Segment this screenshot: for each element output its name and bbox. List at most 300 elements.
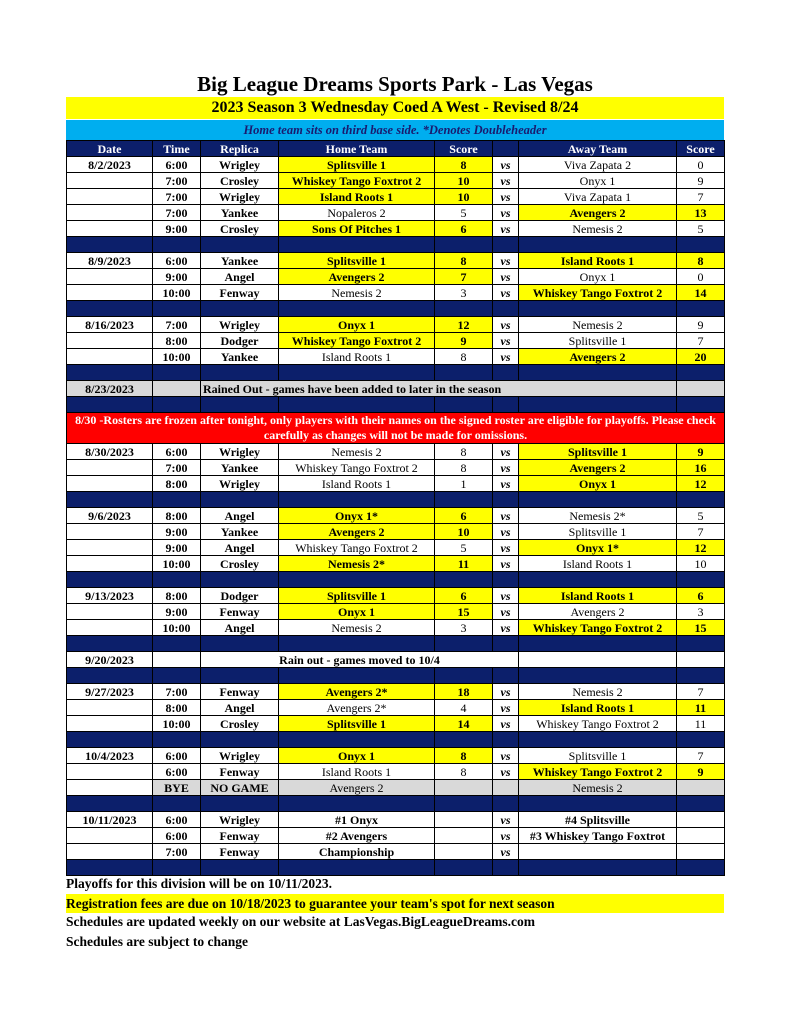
table-row bbox=[67, 748, 725, 764]
game-field: Yankee bbox=[201, 524, 279, 540]
game-field: Angel bbox=[201, 620, 279, 636]
game-field: Yankee bbox=[201, 205, 279, 221]
away-score: 20 bbox=[677, 349, 725, 365]
week-separator bbox=[67, 668, 725, 684]
away-team: Nemesis 2 bbox=[519, 780, 677, 796]
week-separator bbox=[67, 397, 725, 413]
game-field: Angel bbox=[201, 540, 279, 556]
vs-label: vs bbox=[493, 716, 519, 732]
away-score: 5 bbox=[677, 508, 725, 524]
game-date bbox=[67, 540, 153, 556]
game-date: 9/13/2023 bbox=[67, 588, 153, 604]
game-time: 8:00 bbox=[153, 476, 201, 492]
game-time: 6:00 bbox=[153, 764, 201, 780]
away-score: 12 bbox=[677, 540, 725, 556]
home-team: Nemesis 2 bbox=[279, 285, 435, 301]
away-team: Avengers 2 bbox=[519, 460, 677, 476]
vs-label: vs bbox=[493, 700, 519, 716]
game-date: 9/20/2023 bbox=[67, 652, 153, 668]
home-score bbox=[435, 812, 493, 828]
vs-label: vs bbox=[493, 684, 519, 700]
vs-label: vs bbox=[493, 205, 519, 221]
away-score: 7 bbox=[677, 748, 725, 764]
away-team: Island Roots 1 bbox=[519, 700, 677, 716]
game-time: 8:00 bbox=[153, 700, 201, 716]
game-field: Fenway bbox=[201, 844, 279, 860]
week-separator bbox=[67, 636, 725, 652]
away-team: Whiskey Tango Foxtrot 2 bbox=[519, 716, 677, 732]
col-time: Time bbox=[153, 141, 201, 157]
away-team: Viva Zapata 2 bbox=[519, 157, 677, 173]
home-team: Island Roots 1 bbox=[279, 764, 435, 780]
table-row bbox=[67, 317, 725, 333]
away-team: Nemesis 2 bbox=[519, 317, 677, 333]
home-team: Island Roots 1 bbox=[279, 349, 435, 365]
game-time: 8:00 bbox=[153, 508, 201, 524]
col-home-team: Home Team bbox=[279, 141, 435, 157]
home-score: 3 bbox=[435, 620, 493, 636]
game-time: 9:00 bbox=[153, 269, 201, 285]
game-time: 9:00 bbox=[153, 540, 201, 556]
away-team: Whiskey Tango Foxtrot 2 bbox=[519, 620, 677, 636]
home-team: Avengers 2 bbox=[279, 780, 435, 796]
game-time: 6:00 bbox=[153, 444, 201, 460]
game-field: NO GAME bbox=[201, 780, 279, 796]
game-time: 7:00 bbox=[153, 460, 201, 476]
game-date bbox=[67, 333, 153, 349]
vs-label: vs bbox=[493, 444, 519, 460]
game-date bbox=[67, 780, 153, 796]
game-date bbox=[67, 524, 153, 540]
home-team: Splitsville 1 bbox=[279, 157, 435, 173]
vs-label: vs bbox=[493, 333, 519, 349]
week-separator bbox=[67, 365, 725, 381]
away-team: #3 Whiskey Tango Foxtrot bbox=[519, 828, 677, 844]
vs-label: vs bbox=[493, 349, 519, 365]
vs-label: vs bbox=[493, 460, 519, 476]
away-team: Island Roots 1 bbox=[519, 253, 677, 269]
schedule-table bbox=[66, 140, 725, 876]
game-date: 8/9/2023 bbox=[67, 253, 153, 269]
away-team: Onyx 1* bbox=[519, 540, 677, 556]
game-time: 6:00 bbox=[153, 812, 201, 828]
away-score: 15 bbox=[677, 620, 725, 636]
game-field: Yankee bbox=[201, 460, 279, 476]
home-score: 4 bbox=[435, 700, 493, 716]
table-row bbox=[67, 716, 725, 732]
game-field: Yankee bbox=[201, 349, 279, 365]
game-field: Crosley bbox=[201, 556, 279, 572]
col-replica: Replica bbox=[201, 141, 279, 157]
col-away-team: Away Team bbox=[519, 141, 677, 157]
home-team: Nopaleros 2 bbox=[279, 205, 435, 221]
home-team: Sons Of Pitches 1 bbox=[279, 221, 435, 237]
table-row bbox=[67, 444, 725, 460]
game-time: 7:00 bbox=[153, 205, 201, 221]
home-score: 9 bbox=[435, 333, 493, 349]
home-team: Nemesis 2 bbox=[279, 444, 435, 460]
game-time: 6:00 bbox=[153, 748, 201, 764]
table-row bbox=[67, 476, 725, 492]
table-row bbox=[67, 588, 725, 604]
away-score: 9 bbox=[677, 173, 725, 189]
away-score bbox=[677, 812, 725, 828]
game-time: 7:00 bbox=[153, 189, 201, 205]
away-team: Onyx 1 bbox=[519, 173, 677, 189]
game-field: Dodger bbox=[201, 333, 279, 349]
game-date bbox=[67, 556, 153, 572]
table-row bbox=[67, 205, 725, 221]
away-score: 5 bbox=[677, 221, 725, 237]
game-time: 9:00 bbox=[153, 524, 201, 540]
home-score: 8 bbox=[435, 253, 493, 269]
away-team: Onyx 1 bbox=[519, 269, 677, 285]
table-row bbox=[67, 524, 725, 540]
home-score: 8 bbox=[435, 764, 493, 780]
home-score: 12 bbox=[435, 317, 493, 333]
game-field: Wrigley bbox=[201, 444, 279, 460]
home-team: Avengers 2* bbox=[279, 684, 435, 700]
rain-out-message: Rain out - games moved to 10/4 bbox=[201, 652, 519, 668]
game-date: 9/6/2023 bbox=[67, 508, 153, 524]
away-score: 14 bbox=[677, 285, 725, 301]
game-date bbox=[67, 285, 153, 301]
table-row bbox=[67, 556, 725, 572]
table-row bbox=[67, 173, 725, 189]
game-date bbox=[67, 221, 153, 237]
away-score: 6 bbox=[677, 588, 725, 604]
away-team: Splitsville 1 bbox=[519, 333, 677, 349]
game-field: Wrigley bbox=[201, 812, 279, 828]
away-score: 9 bbox=[677, 764, 725, 780]
home-team: Whiskey Tango Foxtrot 2 bbox=[279, 460, 435, 476]
table-row bbox=[67, 684, 725, 700]
game-date bbox=[67, 269, 153, 285]
away-team: Whiskey Tango Foxtrot 2 bbox=[519, 285, 677, 301]
home-score: 15 bbox=[435, 604, 493, 620]
game-time: 8:00 bbox=[153, 333, 201, 349]
vs-label: vs bbox=[493, 253, 519, 269]
table-row bbox=[67, 269, 725, 285]
game-time: 7:00 bbox=[153, 173, 201, 189]
game-date bbox=[67, 700, 153, 716]
game-time: 9:00 bbox=[153, 604, 201, 620]
home-team: Whiskey Tango Foxtrot 2 bbox=[279, 173, 435, 189]
home-team: Island Roots 1 bbox=[279, 476, 435, 492]
home-team: #2 Avengers bbox=[279, 828, 435, 844]
away-score: 7 bbox=[677, 333, 725, 349]
table-row bbox=[67, 604, 725, 620]
game-date bbox=[67, 189, 153, 205]
game-field: Angel bbox=[201, 700, 279, 716]
game-date: 10/11/2023 bbox=[67, 812, 153, 828]
away-score bbox=[677, 780, 725, 796]
game-date: 9/27/2023 bbox=[67, 684, 153, 700]
away-team: Viva Zapata 1 bbox=[519, 189, 677, 205]
vs-label: vs bbox=[493, 157, 519, 173]
roster-alert: 8/30 -Rosters are frozen after tonight, only players with their names on the signed roster are eligible for playoffs. Please check carefully as changes will not be made for omissions. bbox=[67, 413, 725, 444]
week-separator bbox=[67, 860, 725, 876]
game-time: 7:00 bbox=[153, 844, 201, 860]
vs-label: vs bbox=[493, 189, 519, 205]
home-team: Onyx 1 bbox=[279, 604, 435, 620]
home-score: 8 bbox=[435, 460, 493, 476]
away-score: 8 bbox=[677, 253, 725, 269]
table-row bbox=[67, 460, 725, 476]
home-score: 6 bbox=[435, 588, 493, 604]
game-time: 10:00 bbox=[153, 349, 201, 365]
away-team bbox=[519, 652, 677, 668]
vs-label: vs bbox=[493, 604, 519, 620]
home-team: Island Roots 1 bbox=[279, 189, 435, 205]
table-row bbox=[67, 620, 725, 636]
away-team: Nemesis 2 bbox=[519, 684, 677, 700]
home-team: Avengers 2 bbox=[279, 524, 435, 540]
away-score: 9 bbox=[677, 317, 725, 333]
game-field: Yankee bbox=[201, 253, 279, 269]
game-field: Wrigley bbox=[201, 476, 279, 492]
home-score: 7 bbox=[435, 269, 493, 285]
week-separator bbox=[67, 492, 725, 508]
home-score: 5 bbox=[435, 205, 493, 221]
table-row bbox=[67, 333, 725, 349]
bye-row bbox=[67, 780, 725, 796]
away-team bbox=[519, 844, 677, 860]
table-row bbox=[67, 157, 725, 173]
away-team: Avengers 2 bbox=[519, 604, 677, 620]
away-team: #4 Splitsville bbox=[519, 812, 677, 828]
home-score: 3 bbox=[435, 285, 493, 301]
season-subtitle: 2023 Season 3 Wednesday Coed A West - Revised 8/24 bbox=[66, 97, 724, 119]
away-score bbox=[677, 381, 725, 397]
playoffs-note: Playoffs for this division will be on 10/11/2023. bbox=[66, 876, 333, 891]
home-team: Splitsville 1 bbox=[279, 716, 435, 732]
table-row bbox=[67, 812, 725, 828]
away-score bbox=[677, 828, 725, 844]
week-separator bbox=[67, 732, 725, 748]
away-score: 3 bbox=[677, 604, 725, 620]
vs-label: vs bbox=[493, 508, 519, 524]
game-time: 6:00 bbox=[153, 157, 201, 173]
vs-label: vs bbox=[493, 764, 519, 780]
home-score bbox=[435, 844, 493, 860]
game-field: Crosley bbox=[201, 173, 279, 189]
home-team: Splitsville 1 bbox=[279, 588, 435, 604]
home-team: #1 Onyx bbox=[279, 812, 435, 828]
away-score: 12 bbox=[677, 476, 725, 492]
table-row bbox=[67, 189, 725, 205]
away-score: 0 bbox=[677, 157, 725, 173]
vs-label: vs bbox=[493, 540, 519, 556]
game-time bbox=[153, 381, 201, 397]
game-date bbox=[67, 173, 153, 189]
home-score: 14 bbox=[435, 716, 493, 732]
table-row bbox=[67, 285, 725, 301]
game-date: 8/30/2023 bbox=[67, 444, 153, 460]
game-date bbox=[67, 460, 153, 476]
game-time: 8:00 bbox=[153, 588, 201, 604]
game-date bbox=[67, 205, 153, 221]
home-team: Onyx 1* bbox=[279, 508, 435, 524]
vs-label: vs bbox=[493, 588, 519, 604]
away-score: 9 bbox=[677, 444, 725, 460]
week-separator bbox=[67, 301, 725, 317]
game-field: Fenway bbox=[201, 764, 279, 780]
registration-note: Registration fees are due on 10/18/2023 to guarantee your team's spot for next season bbox=[66, 894, 724, 913]
home-team: Whiskey Tango Foxtrot 2 bbox=[279, 333, 435, 349]
table-row bbox=[67, 844, 725, 860]
vs-label bbox=[493, 780, 519, 796]
col-date: Date bbox=[67, 141, 153, 157]
home-score: 10 bbox=[435, 189, 493, 205]
home-team: Nemesis 2* bbox=[279, 556, 435, 572]
game-field: Dodger bbox=[201, 588, 279, 604]
game-date: 8/2/2023 bbox=[67, 157, 153, 173]
game-time: 10:00 bbox=[153, 620, 201, 636]
game-date bbox=[67, 716, 153, 732]
game-date bbox=[67, 349, 153, 365]
home-score: 18 bbox=[435, 684, 493, 700]
away-score bbox=[677, 844, 725, 860]
home-team-note: Home team sits on third base side. *Denotes Doubleheader bbox=[66, 120, 724, 140]
vs-label: vs bbox=[493, 285, 519, 301]
home-score: 10 bbox=[435, 173, 493, 189]
table-row bbox=[67, 828, 725, 844]
table-row bbox=[67, 508, 725, 524]
away-score bbox=[677, 652, 725, 668]
vs-label: vs bbox=[493, 173, 519, 189]
vs-label: vs bbox=[493, 844, 519, 860]
home-team: Splitsville 1 bbox=[279, 253, 435, 269]
away-team: Nemesis 2* bbox=[519, 508, 677, 524]
game-date bbox=[67, 476, 153, 492]
away-score: 16 bbox=[677, 460, 725, 476]
home-team: Championship bbox=[279, 844, 435, 860]
col-away-score: Score bbox=[677, 141, 725, 157]
away-team: Avengers 2 bbox=[519, 205, 677, 221]
table-row bbox=[67, 764, 725, 780]
away-team: Splitsville 1 bbox=[519, 748, 677, 764]
vs-label: vs bbox=[493, 221, 519, 237]
home-score: 11 bbox=[435, 556, 493, 572]
home-score: 5 bbox=[435, 540, 493, 556]
game-field: Fenway bbox=[201, 604, 279, 620]
away-score: 0 bbox=[677, 269, 725, 285]
game-time: 10:00 bbox=[153, 556, 201, 572]
vs-label: vs bbox=[493, 317, 519, 333]
col-home-score: Score bbox=[435, 141, 493, 157]
week-separator bbox=[67, 237, 725, 253]
game-field: Angel bbox=[201, 269, 279, 285]
game-field: Fenway bbox=[201, 684, 279, 700]
vs-label: vs bbox=[493, 524, 519, 540]
change-note: Schedules are subject to change bbox=[66, 934, 248, 949]
home-score: 6 bbox=[435, 221, 493, 237]
home-score: 8 bbox=[435, 444, 493, 460]
home-score: 8 bbox=[435, 748, 493, 764]
away-score: 11 bbox=[677, 716, 725, 732]
vs-label: vs bbox=[493, 828, 519, 844]
table-row bbox=[67, 221, 725, 237]
week-separator bbox=[67, 572, 725, 588]
table-row bbox=[67, 253, 725, 269]
away-team: Avengers 2 bbox=[519, 349, 677, 365]
game-date bbox=[67, 620, 153, 636]
home-score: 10 bbox=[435, 524, 493, 540]
away-team: Splitsville 1 bbox=[519, 524, 677, 540]
home-team: Avengers 2 bbox=[279, 269, 435, 285]
home-team: Onyx 1 bbox=[279, 317, 435, 333]
away-team: Island Roots 1 bbox=[519, 556, 677, 572]
away-score: 7 bbox=[677, 684, 725, 700]
game-time: 7:00 bbox=[153, 684, 201, 700]
rain-out-row bbox=[67, 652, 725, 668]
home-team: Onyx 1 bbox=[279, 748, 435, 764]
vs-label: vs bbox=[493, 269, 519, 285]
game-time: 7:00 bbox=[153, 317, 201, 333]
away-team: Splitsville 1 bbox=[519, 444, 677, 460]
home-score: 6 bbox=[435, 508, 493, 524]
game-field: Crosley bbox=[201, 716, 279, 732]
game-field: Wrigley bbox=[201, 317, 279, 333]
game-time: 6:00 bbox=[153, 253, 201, 269]
table-row bbox=[67, 700, 725, 716]
week-separator bbox=[67, 796, 725, 812]
table-row bbox=[67, 540, 725, 556]
away-score: 7 bbox=[677, 524, 725, 540]
game-date bbox=[67, 828, 153, 844]
away-score: 10 bbox=[677, 556, 725, 572]
vs-label: vs bbox=[493, 748, 519, 764]
away-score: 7 bbox=[677, 189, 725, 205]
game-field: Wrigley bbox=[201, 748, 279, 764]
game-date: 8/23/2023 bbox=[67, 381, 153, 397]
vs-label: vs bbox=[493, 556, 519, 572]
game-date: 10/4/2023 bbox=[67, 748, 153, 764]
home-team: Nemesis 2 bbox=[279, 620, 435, 636]
home-score: 8 bbox=[435, 349, 493, 365]
website-note: Schedules are updated weekly on our website at LasVegas.BigLeagueDreams.com bbox=[66, 914, 536, 929]
away-team: Whiskey Tango Foxtrot 2 bbox=[519, 764, 677, 780]
game-field: Wrigley bbox=[201, 189, 279, 205]
vs-label: vs bbox=[493, 620, 519, 636]
home-score bbox=[435, 828, 493, 844]
away-team: Onyx 1 bbox=[519, 476, 677, 492]
table-row bbox=[67, 349, 725, 365]
game-date bbox=[67, 844, 153, 860]
game-time bbox=[153, 652, 201, 668]
game-time: 10:00 bbox=[153, 285, 201, 301]
roster-alert-row bbox=[67, 413, 725, 444]
game-time: 10:00 bbox=[153, 716, 201, 732]
rain-out-message: Rained Out - games have been added to later in the season bbox=[201, 381, 677, 397]
header-row bbox=[67, 141, 725, 157]
game-date: 8/16/2023 bbox=[67, 317, 153, 333]
away-team: Island Roots 1 bbox=[519, 588, 677, 604]
col-vs bbox=[493, 141, 519, 157]
game-time: 6:00 bbox=[153, 828, 201, 844]
vs-label: vs bbox=[493, 812, 519, 828]
page-title: Big League Dreams Sports Park - Las Vegas bbox=[197, 72, 593, 96]
game-field: Fenway bbox=[201, 828, 279, 844]
away-score: 13 bbox=[677, 205, 725, 221]
home-team: Whiskey Tango Foxtrot 2 bbox=[279, 540, 435, 556]
away-score: 11 bbox=[677, 700, 725, 716]
game-time: 9:00 bbox=[153, 221, 201, 237]
game-time: BYE bbox=[153, 780, 201, 796]
game-date bbox=[67, 604, 153, 620]
home-score: 8 bbox=[435, 157, 493, 173]
